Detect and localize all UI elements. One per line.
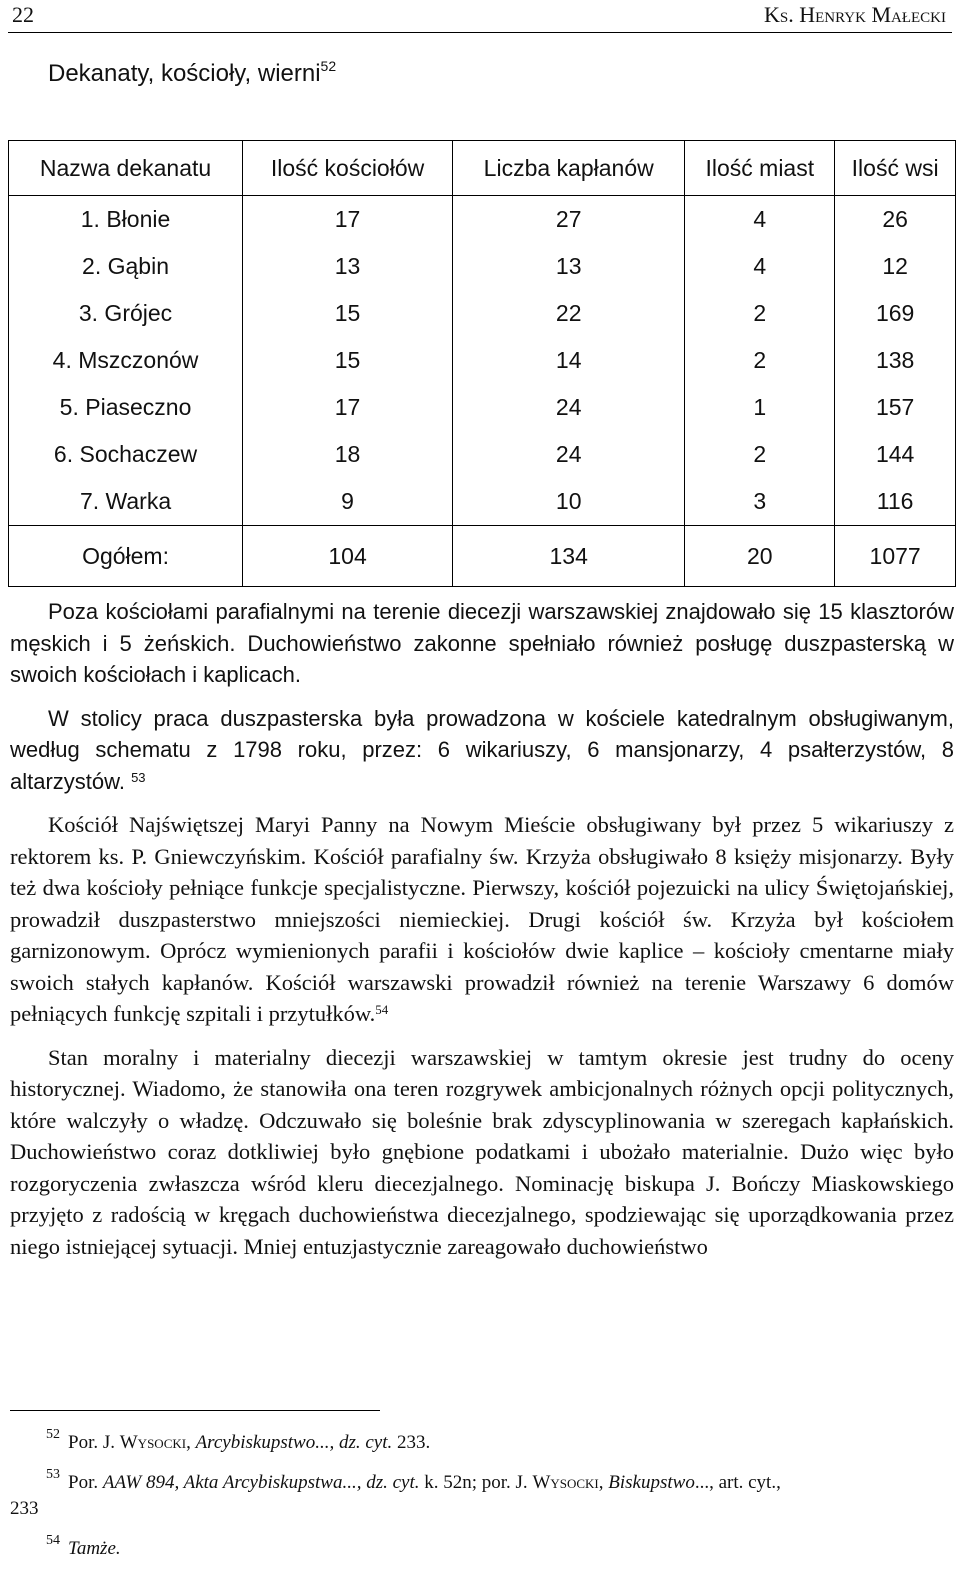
table-cell: 24: [453, 384, 685, 431]
table-cell: 3. Grójec: [9, 290, 243, 337]
col-header-priests: Liczba kapłanów: [453, 141, 685, 196]
table-cell: 6. Sochaczew: [9, 431, 243, 478]
table-cell: 17: [243, 196, 453, 244]
col-header-churches: Ilość kościołów: [243, 141, 453, 196]
paragraph-text: W stolicy praca duszpasterska była prowadzona w kościele katedralnym obsługiwanym, według schematu z 1798 roku, przez: 6 wikariuszy, 6 mansjonarzy, 4 psałterzystów, 8 altarzystów.: [10, 705, 954, 794]
footnote-mark: 53: [46, 1467, 60, 1482]
paragraph-4: [10, 1042, 954, 1263]
table-cell: 17: [243, 384, 453, 431]
table-cell: 2. Gąbin: [9, 243, 243, 290]
col-header-villages: Ilość wsi: [835, 141, 956, 196]
table-row: [9, 290, 956, 337]
table-cell: 26: [835, 196, 956, 244]
table-cell: 12: [835, 243, 956, 290]
deanery-table: [8, 140, 956, 587]
table-cell: 15: [243, 337, 453, 384]
running-author: Ks. Henryk Małecki: [763, 2, 946, 27]
table-cell: 4: [685, 243, 835, 290]
fn-text: ,: [186, 1432, 196, 1453]
table-cell: 169: [835, 290, 956, 337]
table-cell: 15: [243, 290, 453, 337]
fn-title: Tamże.: [68, 1538, 121, 1559]
fn-continuation: 233: [10, 1498, 39, 1519]
page-number: 22: [12, 2, 34, 27]
fn-text: k. 52n; por. J.: [419, 1472, 533, 1493]
total-cell: Ogółem:: [9, 526, 243, 587]
fn-title: Biskupstwo: [608, 1472, 695, 1493]
table-cell: 24: [453, 431, 685, 478]
body-text: [10, 596, 954, 1274]
table-row: [9, 243, 956, 290]
table-cell: 4: [685, 196, 835, 244]
table-cell: 7. Warka: [9, 478, 243, 526]
total-cell: 134: [453, 526, 685, 587]
table-cell: 9: [243, 478, 453, 526]
paragraph-text: Stan moralny i materialny diecezji warszawskiej w tamtym okresie jest trudny do oceny historycznej. Wiadomo, że stanowiła ona teren rozgrywek ambicjonalnych różnych opcji politycznych, które walczyły o władzę. Odczuwało się boleśnie brak zdyscyplinowania w szeregach kapłańskich. Duchowieństwo coraz dotkliwiej było gnębione podatkami i ubożało materialnie. Dużo więc było rozgoryczenia zwłaszcza wśród kleru diecezjalnego. Nominację biskupa J. Bończy Miaskowskiego przyjęto z radością w kręgach duchowieństwa diecezjalnego, spodziewając się uporządkowania przez niego istniejącej sytuacji. Mniej entuzjastycznie zareagowało duchowieństwo: [10, 1044, 954, 1259]
table-cell: 13: [243, 243, 453, 290]
footnote-ref: 52: [320, 58, 337, 74]
paragraph-text: Poza kościołami parafialnymi na terenie diecezji warszawskiej znajdowało się 15 klasztorów męskich i 5 żeńskich. Duchowieństwo zakonne spełniało również posługę duszpasterską w swoich kościołach i kaplicach.: [10, 599, 954, 687]
paragraph-2: [10, 703, 954, 798]
footnote-ref: 54: [375, 1002, 389, 1017]
table-cell: 2: [685, 290, 835, 337]
table-cell: 144: [835, 431, 956, 478]
table-cell: 27: [453, 196, 685, 244]
table-caption: [48, 60, 336, 88]
table-cell: 14: [453, 337, 685, 384]
footnote-ref: 53: [131, 769, 146, 785]
table-cell: 138: [835, 337, 956, 384]
fn-text: ,: [598, 1472, 609, 1493]
footnote-53: [10, 1467, 954, 1522]
footnotes: [10, 1427, 954, 1576]
paragraph-text: Kościół Najświętszej Maryi Panny na Nowym Mieście obsługiwany był przez 5 wikariuszy z rektorem ks. P. Gniewczyńskim. Kościół parafialny św. Krzyża obsługiwało 8 księży misjonarzy. Były też dwa kościoły pełniące funkcje specjalistyczne. Pierwszy, kościół pojezuicki na ulicy Świętojańskiej, prowadził duszpasterstwo mniejszości niemieckiej. Drugi kościół św. Krzyża był kościołem garnizonowym. Oprócz wymienionych parafii i kościołów dwie kaplice – kościoły cmentarne miały swoich stałych kapłanów. Kościół warszawski prowadził również na terenie Warszawy 6 domów pełniących funkcję szpitali i przytułków.: [10, 812, 954, 1026]
table-row: [9, 337, 956, 384]
col-header-towns: Ilość miast: [685, 141, 835, 196]
footnote-mark: 52: [46, 1427, 60, 1442]
paragraph-1: [10, 596, 954, 691]
table-cell: 5. Piaseczno: [9, 384, 243, 431]
table-row: [9, 196, 956, 244]
header-rule: [8, 32, 952, 33]
table-cell: 10: [453, 478, 685, 526]
table-caption-text: Dekanaty, kościoły, wierni: [48, 60, 321, 87]
table-row: [9, 384, 956, 431]
table-row: [9, 478, 956, 526]
table-cell: 2: [685, 337, 835, 384]
table-cell: 1. Błonie: [9, 196, 243, 244]
footnote-54: [10, 1533, 954, 1562]
fn-author: Wysocki: [532, 1472, 599, 1493]
fn-title: AAW 894, Akta Arcybiskupstwa..., dz. cyt.: [102, 1472, 420, 1493]
col-header-deanery: Nazwa dekanatu: [9, 141, 243, 196]
table-total-row: [9, 526, 956, 587]
table-cell: 4. Mszczonów: [9, 337, 243, 384]
paragraph-3: [10, 809, 954, 1030]
fn-text: ..., art. cyt.,: [694, 1472, 781, 1493]
running-header: [0, 0, 960, 38]
table-cell: 13: [453, 243, 685, 290]
fn-text: Por. J.: [68, 1432, 120, 1453]
table-cell: 22: [453, 290, 685, 337]
table-cell: 116: [835, 478, 956, 526]
table-header-row: [9, 141, 956, 196]
total-cell: 20: [685, 526, 835, 587]
table-cell: 18: [243, 431, 453, 478]
table-row: [9, 431, 956, 478]
footnote-mark: 54: [46, 1533, 60, 1548]
footnote-rule: [10, 1410, 380, 1411]
fn-title: Arcybiskupstwo..., dz. cyt.: [195, 1432, 393, 1453]
table-cell: 3: [685, 478, 835, 526]
table-cell: 2: [685, 431, 835, 478]
table-cell: 157: [835, 384, 956, 431]
table-cell: 1: [685, 384, 835, 431]
footnote-52: [10, 1427, 954, 1456]
total-cell: 1077: [835, 526, 956, 587]
fn-text: 233.: [392, 1432, 431, 1453]
fn-text: Por.: [68, 1472, 103, 1493]
fn-author: Wysocki: [119, 1432, 187, 1453]
total-cell: 104: [243, 526, 453, 587]
